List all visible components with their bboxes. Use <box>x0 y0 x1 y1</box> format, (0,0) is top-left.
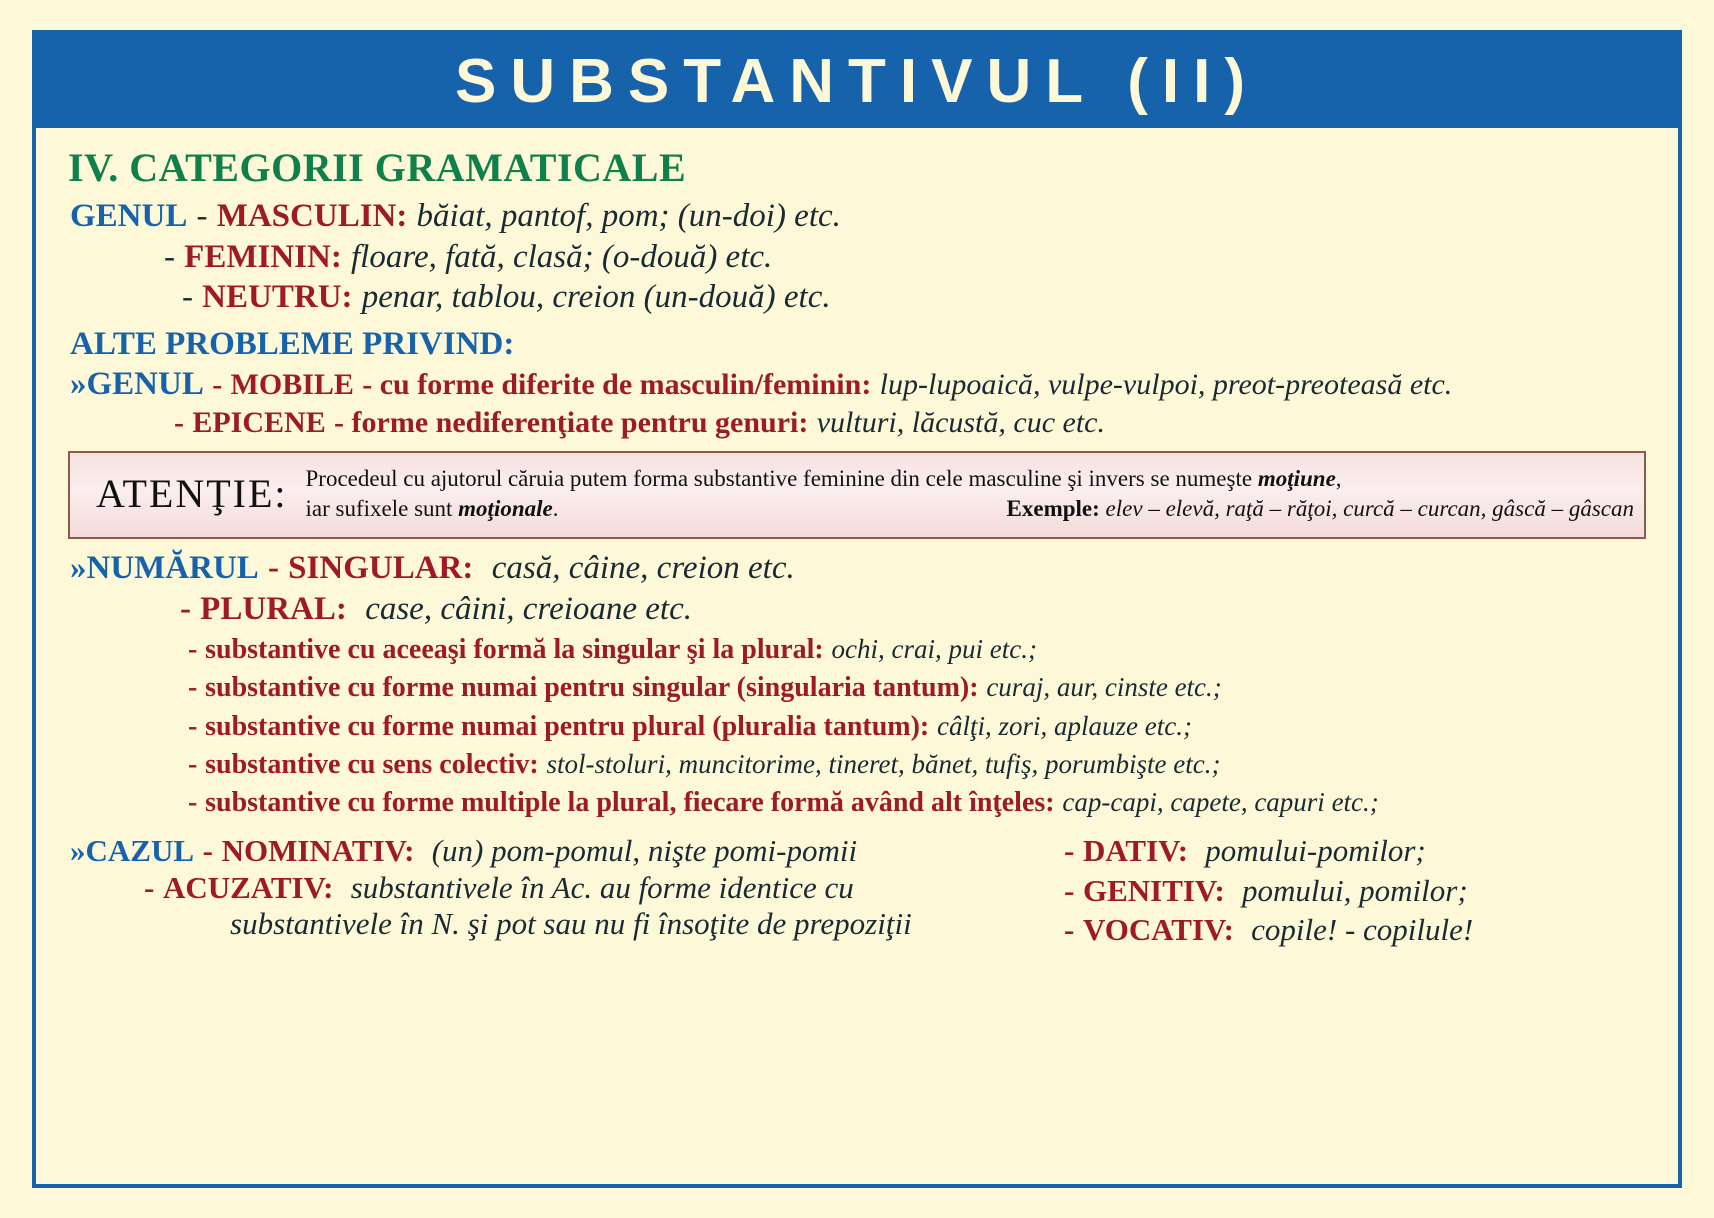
title-bar <box>36 34 1678 128</box>
dash: - <box>188 672 198 704</box>
dash: - <box>202 833 213 869</box>
dash: - <box>188 748 198 780</box>
cazul-genitiv-row <box>1064 874 1660 907</box>
numarul-item-examples: cap-capi, capete, capuri etc.; <box>1062 787 1379 818</box>
numarul-item-term: substantive cu aceeaşi formă la singular şi la plural: <box>205 634 824 666</box>
cazul-acuzativ-row-cont <box>230 907 1064 940</box>
cazul-nominativ-term: NOMINATIV: <box>221 833 415 869</box>
dash: - <box>1064 833 1075 869</box>
numarul-item-examples: curaj, aur, cinste etc.; <box>986 672 1222 703</box>
atentie-exemple-label: Exemple: <box>1006 495 1100 521</box>
atentie-text <box>306 464 1634 523</box>
cazul-vocativ-row <box>1064 913 1660 946</box>
numarul-plural-examples: case, câini, creioane etc. <box>365 590 692 627</box>
genul-neutru-examples: penar, tablou, creion (un-două) etc. <box>361 279 831 316</box>
genul-epicene-row <box>174 407 1660 439</box>
numarul-item-examples: stol-stoluri, muncitorime, tineret, bănet, tufiş, porumbişte etc.; <box>546 748 1221 779</box>
genul-mobile-term: MOBILE <box>230 367 354 401</box>
genul-feminin-term: FEMININ: <box>184 238 342 275</box>
genul-mobile-desc: - cu forme diferite de masculin/feminin: <box>362 367 872 401</box>
numarul-label: »NUMĂRUL <box>70 549 259 586</box>
dash: - <box>188 787 198 819</box>
genul-epicene-examples: vulturi, lăcustă, cuc etc. <box>816 405 1105 439</box>
atentie-text-1: Procedeul cu ajutorul căruia putem forma substantive feminine din cele masculine şi invers se numeşte <box>305 466 1258 492</box>
genul-epicene-term: EPICENE <box>192 405 326 439</box>
dash: - <box>174 405 184 439</box>
dash: - <box>1064 872 1075 908</box>
poster <box>32 30 1682 1188</box>
genul-neutru-row <box>182 278 1660 316</box>
genul-label: GENUL <box>70 198 188 234</box>
numarul-item-examples: câlţi, zori, aplauze etc.; <box>937 710 1193 741</box>
dash: - <box>1064 912 1075 948</box>
atentie-emph-motiune: moţiune <box>1257 466 1336 492</box>
atentie-box <box>68 451 1646 539</box>
numarul-item-examples: ochi, crai, pui etc.; <box>831 634 1037 665</box>
genul-masculin-term: MASCULIN: <box>216 198 408 234</box>
genul-feminin-examples: floare, fată, clasă; (o-două) etc. <box>351 238 773 275</box>
genul-feminin-row <box>164 238 1660 276</box>
atentie-text-1-end: , <box>1335 466 1342 492</box>
numarul-block <box>54 549 1660 818</box>
alte-probleme-heading: ALTE PROBLEME PRIVIND: <box>70 325 515 362</box>
list-item <box>188 749 1660 780</box>
genul-masculin-row <box>70 197 1660 235</box>
genul-mobile-row <box>70 367 1660 403</box>
cazul-label: »CAZUL <box>70 833 195 869</box>
section-heading: IV. CATEGORII GRAMATICALE <box>68 145 687 190</box>
cazul-acuzativ-term: ACUZATIV: <box>162 869 334 905</box>
cazul-vocativ-examples: copile! - copilule! <box>1251 912 1474 948</box>
cazul-vocativ-term: VOCATIV: <box>1082 912 1234 948</box>
genul-masculin-examples: băiat, pantof, pom; (un-doi) etc. <box>416 198 841 234</box>
atentie-exemple: elev – elevă, raţă – răţoi, curcă – curcan, gâscă – gâscan <box>1105 495 1634 521</box>
dash: - <box>164 238 175 275</box>
list-item <box>188 672 1660 703</box>
atentie-emph-motionale: moţionale <box>458 495 553 521</box>
poster-body <box>36 128 1678 953</box>
list-item <box>188 787 1660 818</box>
numarul-item-term: substantive cu sens colectiv: <box>205 748 539 780</box>
genul-neutru-term: NEUTRU: <box>202 279 353 316</box>
dash: - <box>188 634 198 666</box>
cazul-right-column <box>1064 834 1660 952</box>
cazul-block <box>54 834 1660 952</box>
list-item <box>188 711 1660 742</box>
cazul-dativ-examples: pomului-pomilor; <box>1205 833 1426 869</box>
cazul-nominativ-row <box>70 834 1064 867</box>
dash: - <box>180 590 191 627</box>
atentie-text-2: iar sufixele sunt <box>305 495 459 521</box>
numarul-singular-examples: casă, câine, creion etc. <box>491 549 795 586</box>
numarul-plural-row <box>180 590 1660 628</box>
cazul-acuzativ-row <box>144 871 1064 904</box>
genul-epicene-desc: - forme nediferenţiate pentru genuri: <box>334 405 809 439</box>
cazul-genitiv-term: GENITIV: <box>1082 872 1225 908</box>
cazul-nominativ-examples: (un) pom-pomul, nişte pomi-pomii <box>431 833 858 869</box>
dash: - <box>144 869 155 905</box>
cazul-dativ-row <box>1064 834 1660 867</box>
cazul-genitiv-examples: pomului, pomilor; <box>1242 872 1468 908</box>
dash: - <box>188 710 198 742</box>
dash: - <box>196 198 208 234</box>
dash: - <box>212 367 223 401</box>
dash: - <box>182 279 193 316</box>
atentie-label: ATENŢIE: <box>96 471 288 517</box>
numarul-item-term: substantive cu forme numai pentru singular (singularia tantum): <box>205 672 979 704</box>
numarul-item-term: substantive cu forme multiple la plural, fiecare formă având alt înţeles: <box>205 787 1055 819</box>
numarul-singular-row <box>70 549 1660 587</box>
atentie-text-2-end: . <box>552 495 559 521</box>
list-item <box>188 634 1660 665</box>
numarul-item-term: substantive cu forme numai pentru plural (pluralia tantum): <box>205 710 930 742</box>
genul-mobile-examples: lup-lupoaică, vulpe-vulpoi, preot-preoteasă etc. <box>879 367 1453 401</box>
cazul-acuzativ-examples: substantivele în Ac. au forme identice cu <box>350 869 854 905</box>
cazul-left-column <box>54 834 1064 952</box>
alte-genul-label: »GENUL <box>70 365 204 402</box>
numarul-plural-term: PLURAL: <box>200 590 347 627</box>
page-title: SUBSTANTIVUL (II) <box>454 46 1260 116</box>
numarul-singular-term: SINGULAR: <box>288 549 474 586</box>
dash: - <box>268 549 279 586</box>
cazul-dativ-term: DATIV: <box>1082 833 1189 869</box>
cazul-acuzativ-examples-cont: substantivele în N. şi pot sau nu fi însoţite de prepoziţii <box>230 906 912 942</box>
